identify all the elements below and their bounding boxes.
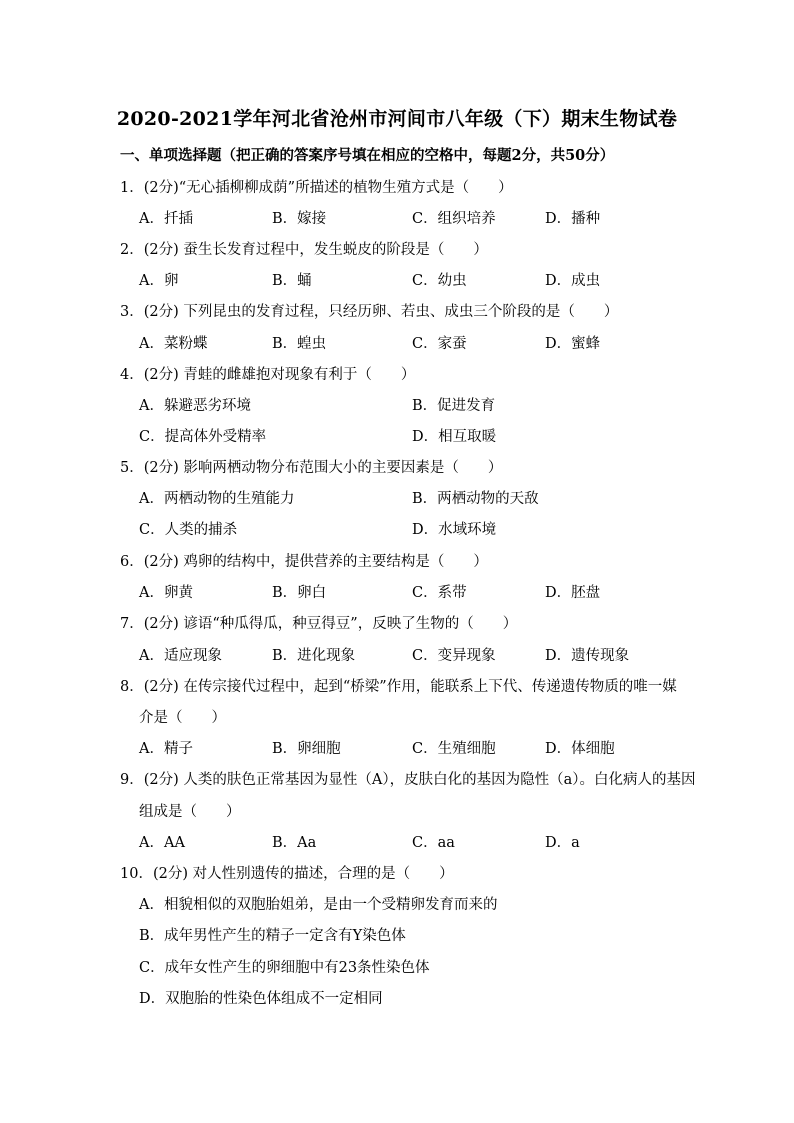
question-6: 6．(2分) 鸡卵的结构中，提供营养的主要结构是（ ） (120, 554, 488, 570)
option-a: A．精子 (139, 741, 193, 757)
option-c: C．成年女性产生的卵细胞中有23条性染色体 (139, 960, 430, 976)
option-d: D．遗传现象 (545, 648, 630, 664)
option-a: A．两栖动物的生殖能力 (139, 491, 295, 507)
option-a: A．相貌相似的双胞胎姐弟，是由一个受精卵发育而来的 (139, 897, 498, 913)
option-a: A．扦插 (139, 211, 193, 227)
option-b: B．卵细胞 (272, 741, 341, 757)
question-9: 9．(2分) 人类的肤色正常基因为显性（A），皮肤白化的基因为隐性（a）。白化病人的基因 (120, 772, 696, 788)
option-a: A．卵黄 (139, 585, 193, 601)
option-d: D．双胞胎的性染色体组成不一定相同 (139, 991, 383, 1007)
option-d: D．胚盘 (545, 585, 601, 601)
option-c: C．变异现象 (412, 648, 496, 664)
option-d: D．蜜蜂 (545, 336, 601, 352)
option-d: D．a (545, 835, 580, 851)
question-7: 7．(2分) 谚语“种瓜得瓜，种豆得豆”，反映了生物的（ ） (120, 616, 518, 632)
question-8-continuation: 介是（ ） (139, 710, 226, 726)
option-b: B．Aa (272, 835, 317, 851)
option-a: A．适应现象 (139, 648, 222, 664)
question-10: 10．(2分) 对人性别遗传的描述，合理的是（ ） (120, 866, 454, 882)
option-a: A．菜粉蝶 (139, 336, 208, 352)
option-d: D．成虫 (545, 273, 601, 289)
option-b: B．进化现象 (272, 648, 356, 664)
option-b: B．促进发育 (412, 398, 496, 414)
question-1: 1．(2分)“无心插柳柳成荫”所描述的植物生殖方式是（ ） (120, 180, 513, 196)
option-b: B．卵白 (272, 585, 327, 601)
option-c: C．提高体外受精率 (139, 429, 267, 445)
question-3: 3．(2分) 下列昆虫的发育过程，只经历卵、若虫、成虫三个阶段的是（ ） (120, 304, 619, 320)
option-c: C．组织培养 (412, 211, 496, 227)
option-c: C．生殖细胞 (412, 741, 496, 757)
question-2: 2．(2分) 蚕生长发育过程中，发生蜕皮的阶段是（ ） (120, 242, 488, 258)
question-9-continuation: 组成是（ ） (139, 804, 241, 820)
option-a: A．躲避恶劣环境 (139, 398, 251, 414)
option-c: C．系带 (412, 585, 467, 601)
question-8: 8．(2分) 在传宗接代过程中，起到“桥梁”作用，能联系上下代、传递遗传物质的唯一媒 (120, 679, 677, 695)
option-b: B．嫁接 (272, 211, 327, 227)
page-title: 2020-2021学年河北省沧州市河间市八年级（下）期末生物试卷 (116, 108, 678, 130)
option-a: A．卵 (139, 273, 179, 289)
question-5: 5．(2分) 影响两栖动物分布范围大小的主要因素是（ ） (120, 460, 503, 476)
option-d: D．水域环境 (412, 522, 497, 538)
option-a: A．AA (139, 835, 185, 851)
option-b: B．成年男性产生的精子一定含有Y染色体 (139, 928, 406, 944)
option-b: B．蛹 (272, 273, 312, 289)
option-d: D．播种 (545, 211, 601, 227)
option-c: C．家蚕 (412, 336, 467, 352)
option-d: D．体细胞 (545, 741, 615, 757)
option-b: B．两栖动物的天敌 (412, 491, 539, 507)
question-4: 4．(2分) 青蛙的雌雄抱对现象有利于（ ） (120, 367, 416, 383)
option-c: C．aa (412, 835, 455, 851)
section-heading: 一、单项选择题（把正确的答案序号填在相应的空格中，每题2分，共50分） (120, 147, 615, 164)
option-d: D．相互取暖 (412, 429, 497, 445)
option-c: C．幼虫 (412, 273, 467, 289)
option-b: B．蝗虫 (272, 336, 327, 352)
option-c: C．人类的捕杀 (139, 522, 238, 538)
